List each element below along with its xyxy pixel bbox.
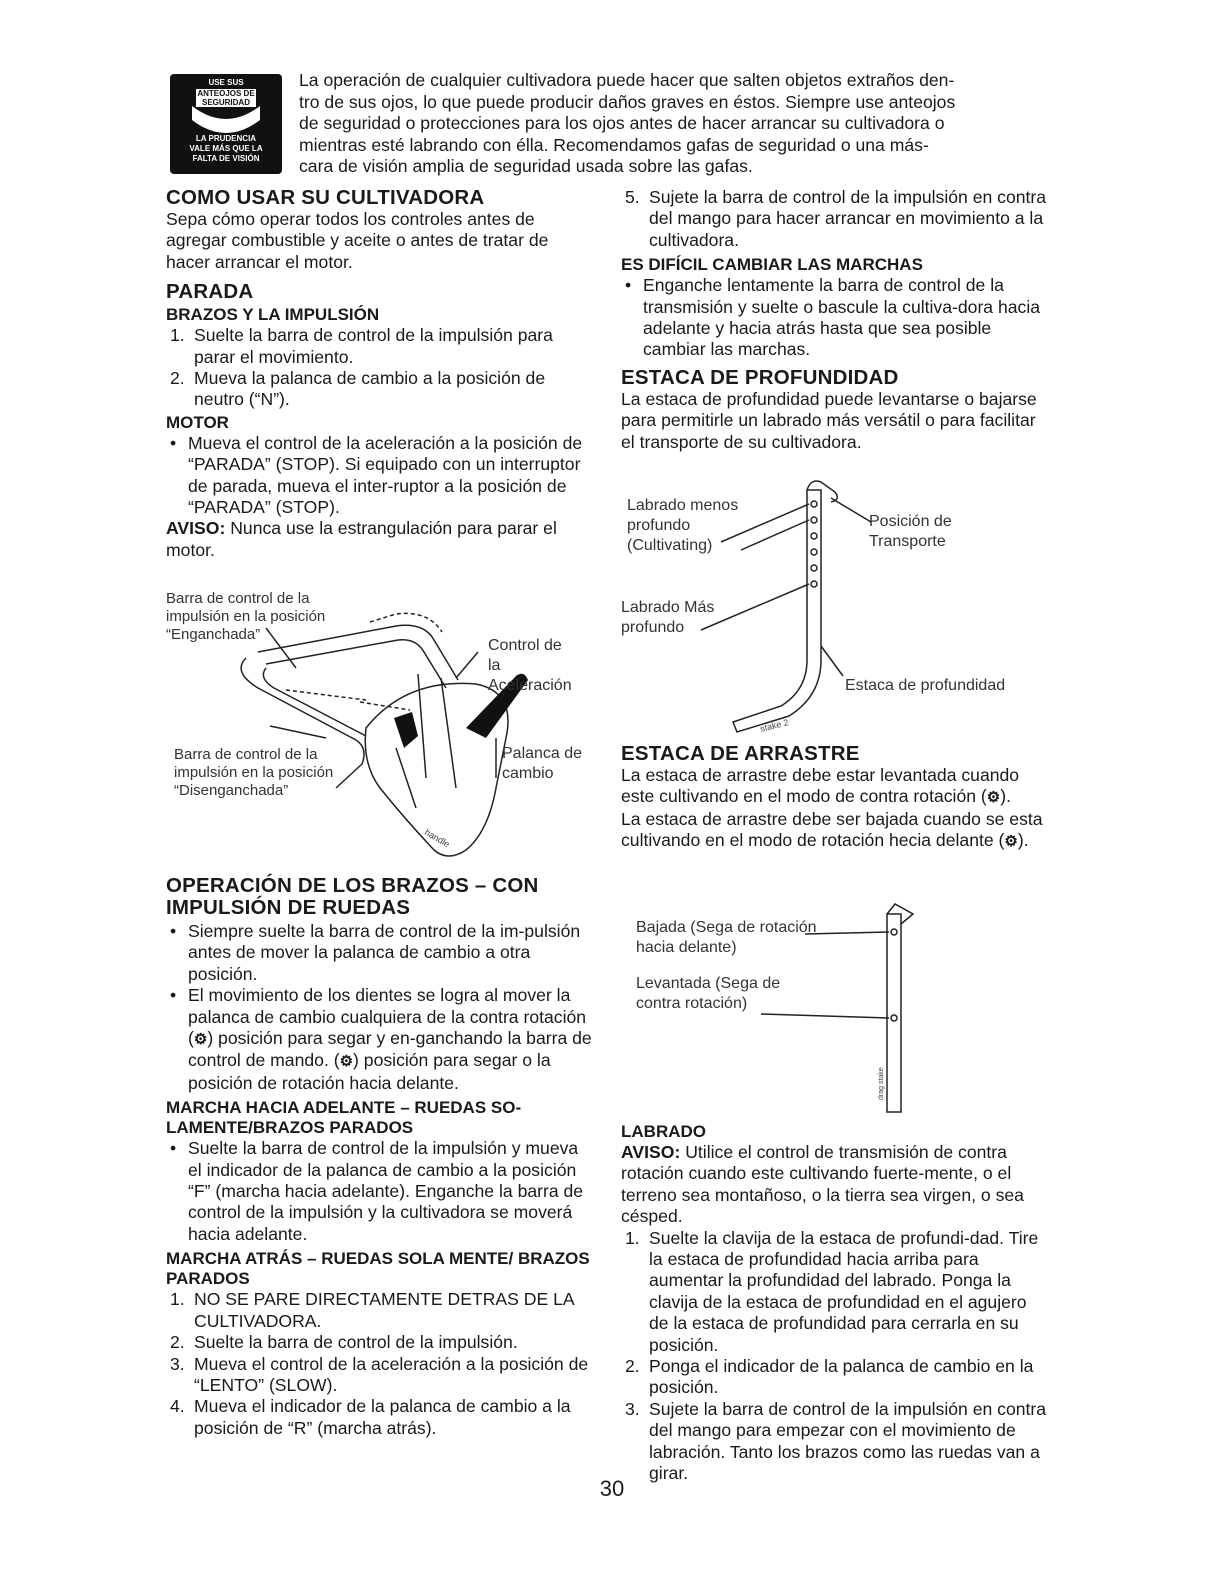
list-item [621,1228,1049,1356]
text: La estaca de arrastre debe ser bajada cuando se esta cultivando en el modo de rotación hecia delante ( [621,808,1043,851]
list-number: 2. [625,1356,640,1377]
counter-rotation-icon: ⚙ [986,789,1001,807]
label-disengaged-bar: Barra de control de la impulsión en la posición “Disenganchada” [174,746,334,799]
marcha-atras-heading: MARCHA ATRÁS – RUEDAS SOLA MENTE/ BRAZOS PARADOS [166,1249,590,1289]
list-number: 1. [170,325,185,346]
right-column-bottom [621,1122,1049,1485]
como-usar-text: Sepa cómo operar todos los controles antes de agregar combustible y aceite o antes de tratar de hacer arrancar el motor. [166,209,549,272]
list-item [166,433,594,519]
badge-line-3: SEGURIDAD [196,98,256,107]
left-column-bottom [166,875,594,1439]
list-item [166,325,594,368]
motor-heading: MOTOR [166,412,229,432]
list-item [166,1332,594,1353]
list-text: Mueva la palanca de cambio a la posición de neutro (“N”). [194,368,546,410]
list-item [166,1354,594,1397]
text: ). [1017,830,1029,851]
right-column-top [621,187,1049,453]
list-number: 5. [625,187,640,207]
right-column-middle [621,743,1049,853]
list-item [166,1396,594,1439]
aviso-label: AVISO: [166,518,226,539]
list-number: 1. [170,1289,185,1310]
intro-line: La operación de cualquier cultivadora puede hacer que salten objetos extraños den- [299,70,955,90]
intro-line: tro de sus ojos, lo que puede producir daños graves en éstos. Siempre use anteojos [299,91,956,112]
text: La estaca de arrastre debe estar levantada cuando este cultivando en el modo de contra rotación ( [621,765,1020,807]
parada-heading: PARADA [166,280,254,304]
bullet: • [170,921,177,941]
list-number: 2. [170,1332,185,1353]
label-labrado-mas: Labrado Más profundo [621,599,715,636]
es-dificil-heading: ES DIFÍCIL CAMBIAR LAS MARCHAS [621,255,923,275]
aviso-text: Utilice el control de transmisión de contra rotación cuando este cultivando fuerte-mente, o el terreno sea montañoso, o la tierra sea virgen, o sea césped. [621,1142,1024,1227]
list-text: ) posición para segar o la posición de rotación hacia delante. [188,1050,551,1093]
estaca-profundidad-heading: ESTACA DE PROFUNDIDAD [621,365,899,389]
brazos-impulsion-heading: BRAZOS Y LA IMPULSIÓN [166,305,380,325]
aviso-text: Nunca use la estrangulación para parar el motor. [166,518,557,560]
list-text: Mueva el indicador de la palanca de cambio a la posición de “R” (marcha atrás). [194,1396,571,1438]
list-item [621,187,1049,251]
list-item [621,1356,1049,1399]
forward-rotation-icon: ⚙ [1004,833,1018,851]
list-text: NO SE PARE DIRECTAMENTE DETRAS DE LA CULTIVADORA. [194,1289,574,1331]
estaca-profundidad-text: La estaca de profundidad puede levantarse o bajarse para permitirle un labrado más versátil o para facilitar el transporte de su cultivadora. [621,388,1037,452]
figure-tag: drag stake [878,1067,885,1100]
label-engaged-bar: Barra de control de la impulsión en la posición “Enganchada” [166,590,326,643]
list-item [166,921,594,985]
label-estaca-profundidad: Estaca de profundidad [845,677,1006,694]
list-number: 2. [170,368,185,389]
forward-rotation-icon: ⚙ [339,1053,354,1071]
bullet: • [170,985,177,1006]
text: ). [1000,786,1011,807]
label-throttle-control: Control de la Aceleración [488,637,572,694]
marcha-adelante-heading: MARCHA HACIA ADELANTE – RUEDAS SO-LAMENTE/BRAZOS PARADOS [166,1098,522,1138]
list-number: 4. [170,1396,185,1417]
bullet: • [170,432,177,453]
list-text: Mueva el control de la aceleración a la posición de “PARADA” (STOP). Si equipado con un interruptor de parada, mueva el inter-ruptor a la posición de “PARADA” (STOP). [188,432,583,518]
list-text: Sujete la barra de control de la impulsión en contra del mango para empezar con el movimiento de labración. Tanto los brazos como las ruedas van a girar. [649,1398,1047,1484]
list-item [621,1399,1049,1485]
labrado-heading: LABRADO [621,1122,706,1141]
counter-rotation-icon: ⚙ [193,1031,208,1049]
list-text: El movimiento de los dientes se logra al mover la palanca de cambio cualquiera de la contra rotación ( [188,985,587,1049]
label-labrado-menos: Labrado menos profundo (Cultivating) [627,497,739,554]
aviso-note [166,518,594,561]
badge-line-2: ANTEOJOS DE [197,89,255,98]
drag-stake-figure [621,900,1049,1115]
label-bajada: Bajada (Sega de rotación hacia delante) [636,919,817,956]
aviso-label: AVISO: [621,1142,681,1162]
list-text: Enganche lentamente la barra de control de la transmisión y suelte o bascule la cultiva-dora hacia adelante y hacia atrás hasta que sea posible cambiar las marchas. [643,275,1041,360]
list-text: Mueva el control de la aceleración a la posición de “LENTO” (SLOW). [194,1353,589,1395]
intro-line: de seguridad o protecciones para los ojos antes de hacer arrancar su cultivadora o [299,113,945,133]
como-usar-heading: COMO USAR SU CULTIVADORA [166,186,485,209]
operacion-heading-2: IMPULSIÓN DE RUEDAS [166,896,411,919]
safety-goggles-badge [170,74,282,174]
label-levantada: Levantada (Sega de contra rotación) [636,975,781,1012]
badge-line-5: VALE MÁS QUE LA [189,144,263,153]
badge-line-1: USE SUS [208,78,244,87]
list-text: Siempre suelte la barra de control de la im-pulsión antes de mover la palanca de cambio a otra posición. [188,921,581,984]
list-text: Suelte la barra de control de la impulsión para parar el movimiento. [194,325,553,367]
list-number: 3. [625,1398,640,1419]
list-item [166,985,594,1094]
list-text: Suelte la clavija de la estaca de profundi-dad. Tire la estaca de profundidad hacia arriba para aumentar la profundidad del labrado. Ponga la clavija de la estaca de profundidad en el agujero de la estaca de profundidad para cerrarla en su posición. [649,1227,1039,1355]
list-text: Sujete la barra de control de la impulsión en contra del mango para hacer arrancar en movimiento a la cultivadora. [649,187,1047,250]
bullet: • [170,1138,177,1159]
left-column-top [166,187,594,561]
estaca-arrastre-text-1 [621,765,1049,809]
page-number: 30 [599,1476,625,1501]
list-item [166,368,594,411]
label-posicion-transporte: Posición de Transporte [869,513,952,550]
handle-controls-figure [166,588,594,868]
badge-line-6: FALTA DE VISIÓN [192,154,260,163]
list-text: Ponga el indicador de la palanca de cambio en la posición. [649,1356,1034,1398]
list-number: 3. [170,1353,185,1374]
operacion-heading-1: OPERACIÓN DE LOS BRAZOS – CON [166,874,539,897]
safety-intro [299,70,1059,178]
list-item [166,1289,594,1332]
figure-tag: stake 2 [759,717,790,734]
figure-tag: handle [423,827,452,850]
list-text: Suelte la barra de control de la impulsión. [194,1332,518,1353]
list-item [166,1138,594,1245]
estaca-arrastre-text-2 [621,809,1049,853]
label-shift-lever: Palanca de cambio [502,745,583,782]
bullet: • [625,275,632,296]
estaca-arrastre-heading: ESTACA DE ARRASTRE [621,742,860,765]
list-text: ) posición para segar y en-ganchando la barra de control de mando. ( [188,1028,592,1071]
depth-stake-figure [621,470,1049,740]
intro-line: cara de visión amplia de seguridad usada sobre las gafas. [299,156,753,176]
list-item [621,275,1049,361]
list-number: 1. [625,1227,640,1248]
aviso-note [621,1142,1049,1228]
badge-line-4: LA PRUDENCIA [195,134,257,143]
list-text: Suelte la barra de control de la impulsión y mueva el indicador de la palanca de cambio a la posición “F” (marcha hacia adelante). Enganche la barra de control de la impulsión y la cultivadora se moverá hacia adelante. [188,1138,584,1244]
intro-line: mientras esté labrando con élla. Recomendamos gafas de seguridad o una más- [299,134,929,155]
